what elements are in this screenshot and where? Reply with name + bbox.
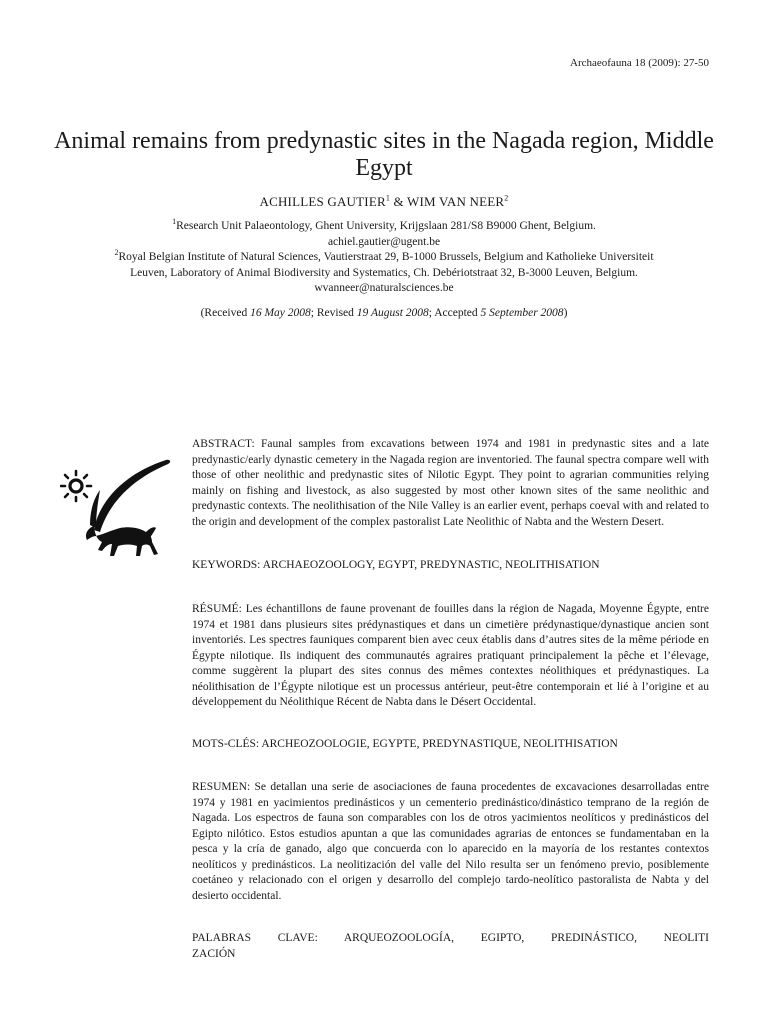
keywords: KEYWORDS: ARCHAEOZOOLOGY, EGYPT, PREDYNASTIC, NEOLITHISATION: [192, 559, 600, 571]
revised-date: 19 August 2008: [356, 307, 429, 319]
ibex-and-sun-petroglyph-icon: [60, 450, 176, 565]
affiliation-2-email: wvanneer@naturalsciences.be: [314, 282, 454, 294]
palabras-clave-line-2: ZACIÓN: [192, 947, 236, 960]
affiliation-text: Research Unit Palaeontology, Ghent University, Krijgslaan 281/S8 B9000 Ghent, Belgium.: [176, 220, 596, 232]
affiliations: [0, 219, 768, 297]
resume-paragraph: RÉSUMÉ: Les échantillons de faune provenant de fouilles dans la région de Nagada, Moyenne Égypte, entre 1974 et 1981 dans plusieurs sites prédynastiques et dans un cimetière prédynastique/dynastique ancien sont inventoriés. Les spectres fauniques comparent bien avec ceux établis dans d’autres sites de la même période en Égypte nilotique. Ils indiquent des communautés agraires pratiquant principalement la pêche et l’élevage, comme suggèrent la plupart des sites connus des mêmes contextes néolithiques et prédynastiques. La néolithisation de l’Égypte nilotique est un processus antérieur, peut-être contemporain et lié à l’origine et au développement du Néolithique Récent de Nabta dans le Désert Occidental.: [192, 603, 709, 708]
palabras-clave: [192, 931, 709, 962]
author-affiliation-marker: 2: [504, 193, 509, 203]
accepted-label: ; Accepted: [428, 307, 481, 319]
revised-label: ; Revised: [310, 307, 357, 319]
author-name: WIM VAN NEER: [407, 194, 505, 209]
mots-cles: MOTS-CLÉS: ARCHEOZOOLOGIE, EGYPTE, PREDYNASTIQUE, NEOLITHISATION: [192, 738, 618, 750]
affiliation-2-line-1: [0, 250, 768, 266]
received-open: (Received: [200, 307, 251, 319]
affiliation-marker: 1: [172, 217, 177, 227]
received-dates: [0, 307, 768, 319]
author-separator: &: [390, 194, 408, 209]
accepted-date: 5 September 2008: [480, 307, 564, 319]
affiliation-2-line-2: Leuven, Laboratory of Animal Biodiversity and Systematics, Ch. Debériotstraat 32, B-3000 Leuven, Belgium.: [130, 266, 638, 279]
authors: [0, 194, 768, 210]
received-date: 16 May 2008: [250, 307, 311, 319]
journal-reference: Archaeofauna 18 (2009): 27-50: [570, 57, 709, 69]
author-name: ACHILLES GAUTIER: [259, 194, 386, 209]
affiliation-text: Royal Belgian Institute of Natural Sciences, Vautierstraat 29, B-1000 Brussels, Belgium and Katholieke Universiteit: [118, 251, 654, 263]
paper-title: Animal remains from predynastic sites in the Nagada region, Middle Egypt: [54, 128, 714, 181]
affiliation-marker: 2: [114, 248, 119, 258]
author-affiliation-marker: 1: [385, 193, 391, 203]
resumen-paragraph: RESUMEN: Se detallan una serie de asociaciones de fauna procedentes de excavaciones desarrolladas entre 1974 y 1981 en yacimientos predinásticos y un cementerio predinástico/dinástico temprano de la región de Nagada. Los espectros de fauna son comparables con los de otros yacimientos neolíticos y predinásticos del Egipto nilótico. Estos estudios apuntan a que las comunidades agrarias de entonces se fundamentaban en la pesca y la cría de ganado, algo que concuerda con lo aparecido en la mayoría de los restantes contextos neolíticos y predinásticos. La neolitización del valle del Nilo resulta ser un fenómeno previo, posiblemente coetáneo y relacionado con el origen y desarrollo del complejo tardo-neolítico pastoralista de Nabta y del desierto occidental.: [192, 781, 709, 902]
affiliation-1-email: achiel.gautier@ugent.be: [327, 235, 441, 248]
received-close: ): [563, 307, 568, 319]
abstract-paragraph: ABSTRACT: Faunal samples from excavations between 1974 and 1981 in predynastic sites and a late predynastic/early dynastic cemetery in the Nagada region are inventoried. The faunal spectra compare well with those of other neolithic and predynastic sites of Nilotic Egypt. They point to agrarian communities relying mainly on fishing and livestock, as also suggested by most other known sites of the same neolithic and predynastic contexts. The neolithisation of the Nile Valley is an earlier event, perhaps coeval with and related to the origin and development of the complex pastoralist Late Neolithic of Nabta and the Western Desert.: [192, 438, 709, 528]
palabras-clave-line-1: PALABRAS CLAVE: ARQUEOZOOLOGÍA, EGIPTO, PREDINÁSTICO, NEOLITI: [192, 932, 709, 944]
affiliation-1: [0, 219, 768, 235]
